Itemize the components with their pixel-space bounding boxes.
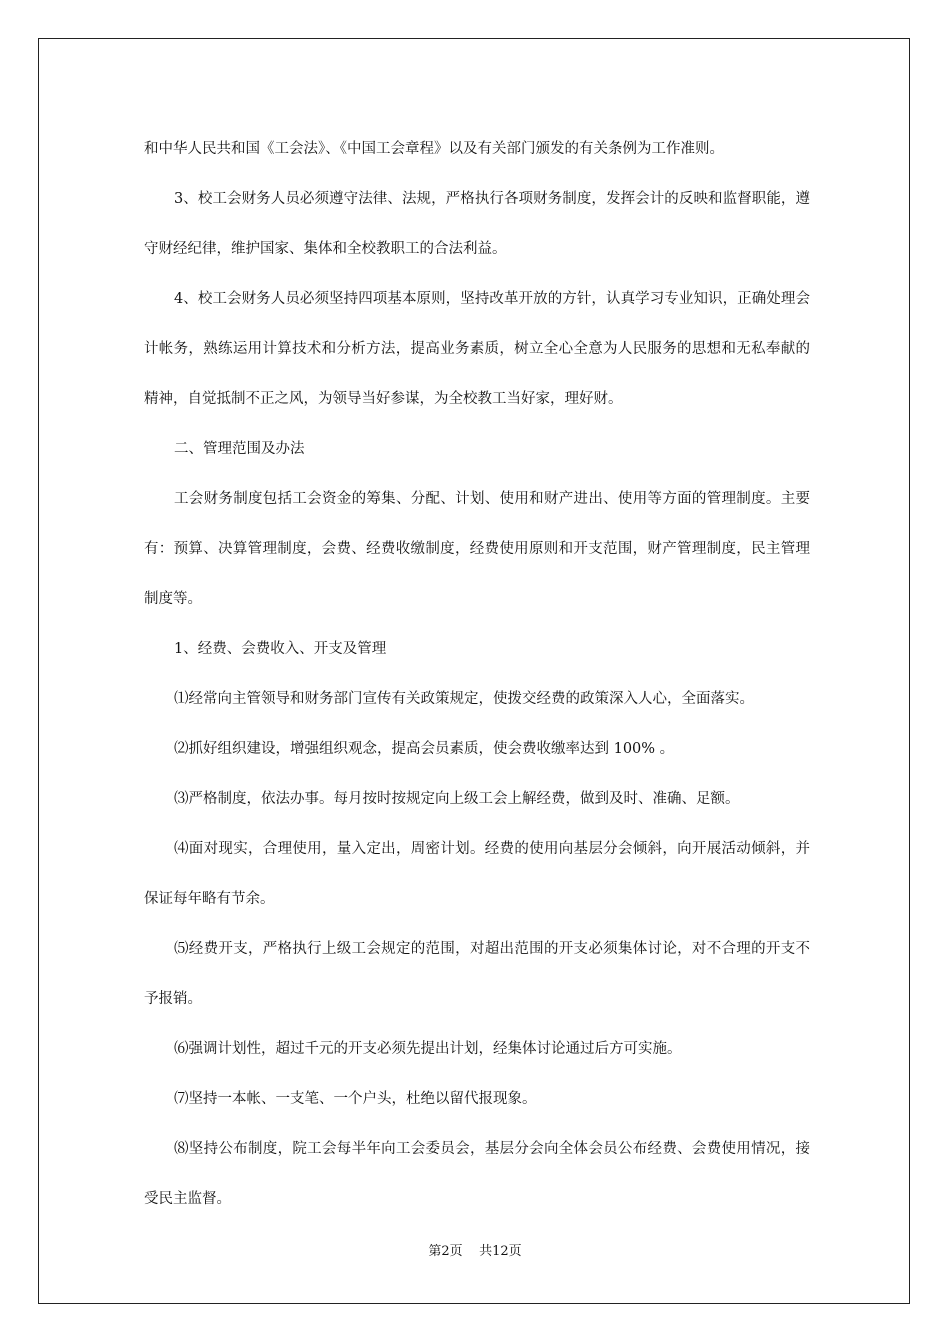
list-item-2: ⑵抓好组织建设，增强组织观念，提高会员素质，使会费收缴率达到 100% 。 [174,741,675,757]
paragraph-5: 工会财务制度包括工会资金的筹集、分配、计划、使用和财产进出、使用等方面的管理制度。主要有：预算、决算管理制度，会费、经费收缴制度，经费使用原则和开支范围，财产管理制度，民主管理制度等。 [144,491,810,607]
list-item-7: ⑺坚持一本帐、一支笔、一个户头，杜绝以留代报现象。 [174,1091,537,1107]
paragraph-1: 和中华人民共和国《工会法》、《中国工会章程》以及有关部门颁发的有关条例为工作准则。 [144,141,724,157]
paragraph-3: 4、校工会财务人员必须坚持四项基本原则，坚持改革开放的方针，认真学习专业知识，正确处理会计帐务，熟练运用计算技术和分析方法，提高业务素质，树立全心全意为人民服务的思想和无私奉献的精神，自觉抵制不正之风，为领导当好参谋，为全校教工当好家，理好财。 [144,291,810,407]
list-item-4: ⑷面对现实，合理使用，量入定出，周密计划。经费的使用向基层分会倾斜，向开展活动倾斜，并保证每年略有节余。 [144,841,810,907]
paragraph-2: 3、校工会财务人员必须遵守法律、法规，严格执行各项财务制度，发挥会计的反映和监督职能，遵守财经纪律，维护国家、集体和全校教职工的合法利益。 [144,191,810,257]
list-item-8: ⑻坚持公布制度，院工会每半年向工会委员会，基层分会向全体会员公布经费、会费使用情况，接受民主监督。 [144,1141,810,1207]
section-heading: 二、管理范围及办法 [174,441,305,457]
list-item-5: ⑸经费开支，严格执行上级工会规定的范围，对超出范围的开支必须集体讨论，对不合理的开支不予报销。 [144,941,810,1007]
page-number-footer: 第2页 共12页 [428,1244,522,1259]
list-item-1: ⑴经常向主管领导和财务部门宣传有关政策规定，使拨交经费的政策深入人心，全面落实。 [174,691,754,707]
subsection-heading: 1、经费、会费收入、开支及管理 [174,641,387,657]
list-item-6: ⑹强调计划性，超过千元的开支必须先提出计划，经集体讨论通过后方可实施。 [174,1041,682,1057]
list-item-3: ⑶严格制度，依法办事。每月按时按规定向上级工会上解经费，做到及时、准确、足额。 [174,791,740,807]
document-body [144,124,810,1224]
